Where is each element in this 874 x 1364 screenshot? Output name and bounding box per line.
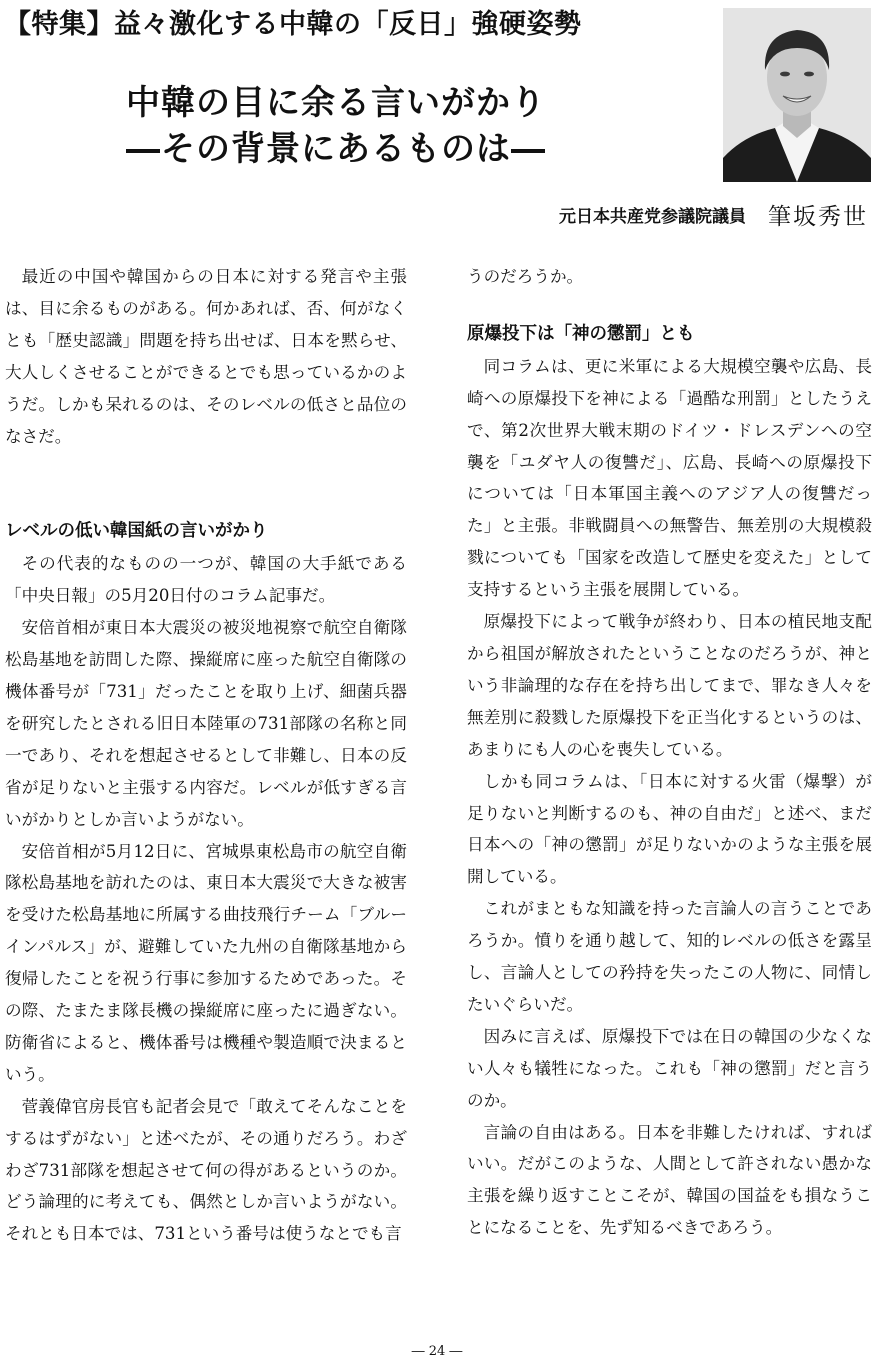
page-number: ― 24 ― bbox=[411, 1344, 463, 1359]
author-portrait-image bbox=[723, 8, 871, 182]
paragraph: 菅義偉官房長官も記者会見で「敢えてそんなことをするはずがない」と述べたが、その通りだろう。わざわざ731部隊を想起させて何の得があるというのか。どう論理的に考えても、偶然としか言いようがない。それとも日本では、731という番号は使うなとでも言 bbox=[5, 1096, 407, 1244]
body-column-right bbox=[467, 261, 872, 1244]
paragraph: しかも同コラムは、「日本に対する火雷（爆撃）が足りないと判断するのも、神の自由だ」と述べ、まだ日本への「神の懲罰」が足りないかのような主張を展開している。 bbox=[467, 771, 872, 887]
paragraph: 言論の自由はある。日本を非難したければ、すればいい。だがこのような、人間として許されない愚かな主張を繰り返すことこそが、韓国の国益をも損なうことになることを、先ず知るべきであろう。 bbox=[467, 1122, 872, 1238]
article-title-line2: ―その背景にあるものは― bbox=[126, 129, 546, 169]
author-byline bbox=[559, 198, 868, 231]
author-affiliation: 元日本共産党参議院議員 bbox=[559, 207, 746, 227]
author-photo bbox=[723, 8, 871, 182]
paragraph: 安倍首相が東日本大震災の被災地視察で航空自衛隊松島基地を訪問した際、操縦席に座った航空自衛隊の機体番号が「731」だったことを取り上げ、細菌兵器を研究したとされる旧日本陸軍の731部隊の名称と同一であり、それを想起させるとして非難し、日本の反省が足りないと主張する内容だ。レベルが低すぎる言いがかりとしか言いようがない。 bbox=[5, 618, 407, 829]
section-heading: 原爆投下は「神の懲罰」とも bbox=[467, 323, 695, 344]
article-title-line1: 中韓の目に余る言いがかり bbox=[126, 83, 546, 123]
feature-title: 【特集】益々激化する中韓の「反日」強硬姿勢 bbox=[4, 9, 582, 40]
article-title bbox=[126, 80, 546, 172]
body-column-left bbox=[5, 261, 407, 1250]
paragraph: 最近の中国や韓国からの日本に対する発言や主張は、目に余るものがある。何かあれば、否、何がなくとも「歴史認識」問題を持ち出せば、日本を黙らせ、大人しくさせることができるとでも思っているかのようだ。しかも呆れるのは、そのレベルの低さと品位のなさだ。 bbox=[5, 267, 407, 446]
paragraph: その代表的なものの一つが、韓国の大手紙である「中央日報」の5月20日付のコラム記事だ。 bbox=[5, 554, 407, 606]
author-name: 筆坂秀世 bbox=[768, 204, 868, 230]
paragraph: 同コラムは、更に米軍による大規模空襲や広島、長崎への原爆投下を神による「過酷な刑罰」としたうえで、第2次世界大戦末期のドイツ・ドレスデンへの空襲を「ユダヤ人の復讐だ」、広島、長崎への原爆投下については「日本軍国主義へのアジア人の復讐だった」と主張。非戦闘員への無警告、無差別の大規模殺戮についても「国家を改造して歴史を変えた」として支持するという主張を展開している。 bbox=[467, 356, 872, 600]
paragraph: 因みに言えば、原爆投下では在日の韓国の少なくない人々も犠牲になった。これも「神の懲罰」だと言うのか。 bbox=[467, 1026, 872, 1110]
paragraph: うのだろうか。 bbox=[467, 267, 584, 286]
paragraph: 安倍首相が5月12日に、宮城県東松島市の航空自衛隊松島基地を訪れたのは、東日本大震災で大きな被害を受けた松島基地に所属する曲技飛行チーム「ブルーインパルス」が、避難していた九州の自衛隊基地から復帰したことを祝う行事に参加するためであった。その際、たまたま隊長機の操縦席に座ったに過ぎない。防衛省によると、機体番号は機種や製造順で決まるという。 bbox=[5, 841, 407, 1084]
paragraph: これがまともな知識を持った言論人の言うことであろうか。憤りを通り越して、知的レベルの低さを露呈し、言論人としての矜持を失ったこの人物に、同情したいぐらいだ。 bbox=[467, 899, 872, 1014]
paragraph: 原爆投下によって戦争が終わり、日本の植民地支配から祖国が解放されたということなのだろうが、神という非論理的な存在を持ち出してまで、罪なき人々を無差別に殺戮した原爆投下を正当化するというのは、あまりにも人の心を喪失している。 bbox=[467, 612, 872, 759]
section-heading: レベルの低い韓国紙の言いがかり bbox=[5, 521, 268, 542]
